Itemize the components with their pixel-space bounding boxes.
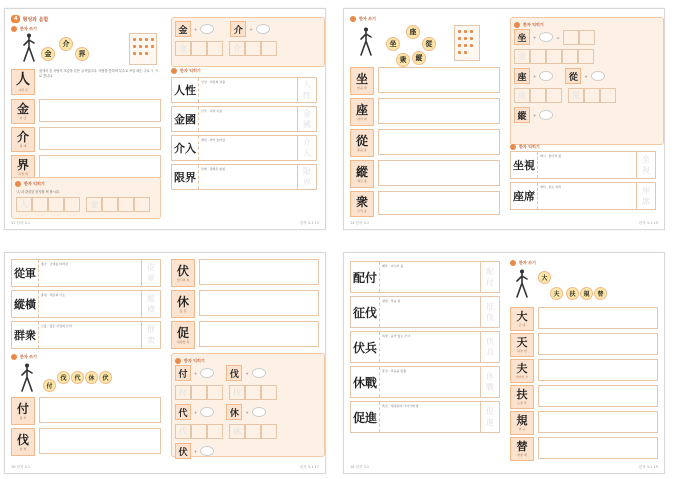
explanation-box [39, 99, 161, 122]
cluster-char: 座 [406, 25, 420, 39]
explanation-box [378, 67, 500, 93]
lesson-title [11, 15, 161, 23]
spread-2: 한자 쓰기 坐 座 從 縱 衆 坐 앉을 좌 座 자리 좌 從 좇을 종 縱 세로 종 衆 무리 중 한자 익히기 坐 + = 坐 座 + 從 + 座 從 縱 + 한자 익히기 坐視 좌시 · 앉아서 봄 坐 視 座席 좌석 · 앉는 자리 座 席 14 한자 3-1 한자 3-1 15 [343, 8, 665, 230]
page-footer-left: 12 한자 3-1 [11, 221, 31, 225]
character-cluster [510, 267, 658, 307]
stroke-order-diagram [454, 25, 480, 61]
char-row: 介 낄 개 [11, 127, 161, 152]
cluster-char: 規 [580, 287, 593, 300]
cluster-char: 休 [85, 371, 98, 384]
char-list [350, 67, 500, 217]
bullet-icon [11, 26, 17, 32]
page-footer-right: 한자 3-1 13 [299, 221, 319, 225]
eq-panel: 한자 익히기 坐 + = 坐 座 + 從 + 座 從 縱 + [510, 17, 664, 145]
eq-panel: 金 + 介 + 金 介 [171, 17, 325, 67]
word-row: 從軍 종군 · 군대를 따라감 從 軍 [11, 259, 161, 287]
word-list [11, 259, 161, 349]
lesson-title-text: 형성과 음합 [22, 16, 49, 23]
writing-cells[interactable]: 金 [86, 197, 150, 212]
explanation-box [378, 191, 500, 215]
eq-panel: 한자 익히기 付 + 伐 + 付 伐 代 + 休 + 代 休 伏 + [171, 353, 325, 457]
character-cluster [11, 33, 161, 67]
explanation-box [199, 259, 319, 285]
word-row: 配付 배부 · 나누어 줌 配 付 [350, 261, 500, 293]
cluster-char: 從 [422, 37, 436, 51]
char-list [171, 259, 319, 349]
cluster-char: 坐 [386, 37, 400, 51]
char-row: 衆 무리 중 [350, 191, 500, 217]
person-figure-icon [514, 269, 530, 299]
word-list: 한자 익히기 坐視 좌시 · 앉아서 봄 坐 視 座席 좌석 · 앉는 자리 座 席 [510, 143, 656, 213]
word-row: 縱橫 종횡 · 세로와 가로 縱 橫 [11, 290, 161, 318]
char-list [510, 307, 658, 461]
explanation-box [378, 98, 500, 124]
cluster-char: 衆 [396, 53, 410, 67]
explanation-box [39, 155, 161, 178]
word-list [171, 77, 317, 193]
char-list [11, 99, 161, 180]
section-label: 한자 쓰기 [350, 15, 500, 23]
char-row: 付 줄 부 [11, 397, 161, 425]
word-row: 限界 한계 · 정해진 범위 限 界 [171, 164, 317, 190]
lesson-number: 4 [11, 15, 20, 23]
word-row: 金國 금국 · 나라 이름 金 國 [171, 106, 317, 132]
char-row: 天 하늘 천 [510, 333, 658, 357]
explanation-box [199, 290, 319, 316]
person-figure-icon [358, 27, 374, 57]
person-figure-icon [21, 33, 37, 63]
cluster-char: 夫 [550, 287, 563, 300]
word-row: 座席 좌석 · 앉는 자리 座 席 [510, 182, 656, 210]
practice-panel: 한자 익히기 '人'과 관련된 한자를 써 봅시다. 人 金 [11, 177, 161, 219]
stroke-order-diagram [129, 33, 157, 65]
word-row: 群衆 군중 · 많은 사람의 무리 群 衆 [11, 321, 161, 349]
char-row: 促 재촉할 촉 [171, 321, 319, 349]
explanation-box [538, 437, 658, 459]
word-row: 人性 인성 · 사람의 성품 人 性 [171, 77, 317, 103]
explanation-box [538, 411, 658, 433]
cluster-char: 界 [75, 47, 89, 61]
char-row: 從 좇을 종 [350, 129, 500, 157]
intro-char-box: 人 사람 인 [11, 69, 35, 95]
char-row: 大 큰 대 [510, 307, 658, 331]
word-row: 休戰 휴전 · 싸움을 멈춤 休 戰 [350, 366, 500, 398]
explanation-box [378, 160, 500, 186]
char-row: 座 자리 좌 [350, 98, 500, 126]
cluster-char: 金 [41, 47, 55, 61]
char-row: 伏 엎드릴 복 [171, 259, 319, 287]
word-row: 征伐 정벌 · 적을 침 征 伐 [350, 296, 500, 328]
explanation-box [39, 397, 161, 423]
cluster-char: 代 [71, 371, 84, 384]
writing-cells[interactable]: 坐 [514, 49, 660, 64]
section-label: 한자 쓰기 [11, 25, 161, 33]
writing-cells[interactable]: 金 [175, 41, 223, 56]
char-row: 伐 칠 벌 [11, 428, 161, 456]
explanation-box [39, 127, 161, 150]
char-row: 坐 앉을 좌 [350, 67, 500, 95]
explanation-box [378, 129, 500, 155]
word-row: 坐視 좌시 · 앉아서 봄 坐 視 [510, 151, 656, 179]
word-row: 介入 개입 · 끼어 들어감 介 入 [171, 135, 317, 161]
cluster-char: 縱 [412, 51, 426, 65]
char-row: 替 바꿀 체 [510, 437, 658, 461]
cluster-char: 介 [59, 37, 73, 51]
word-row: 促進 촉진 · 재촉하여 나아가게 함 促 進 [350, 401, 500, 433]
person-figure-icon [19, 363, 35, 393]
spread-4: 配付 배부 · 나누어 줌 配 付 征伐 정벌 · 적을 침 征 伐 伏兵 복병 · 숨어 있는 군사 伏 兵 休戰 휴전 · 싸움을 멈춤 休 戰 促進 촉진 · 재촉하여 나아가게 함 促 進 한자 쓰기 大 夫 扶 規 替 大 큰 대 天 하늘 천 夫 지아비 부 扶 도울 부 規 법 규 替 바꿀 체 18 한자 3-1 한자 3-1 19 [343, 252, 665, 474]
cluster-char: 扶 [566, 287, 579, 300]
char-row: 縱 세로 종 [350, 160, 500, 188]
char-list [11, 397, 161, 456]
cluster-char: 替 [594, 287, 607, 300]
explanation-box [39, 428, 161, 454]
writing-cells[interactable]: 人 [16, 197, 80, 212]
char-row: 休 쉴 휴 [171, 290, 319, 318]
spread-1: 4 형성과 음합 한자 쓰기 金 介 界 人 사람 인 옆에서 본 사람의 모습을 본뜬 글자입니다. 사람을 뜻하며 부수로 쓰일 때는 주로 '亻'으로 씁니다. 金 쇠 금 介 낄 개 界 지경 계 한자 익히기 '人'과 관련된 한자를 써 봅시다. 人 金 金 + 介 + 金 介 한자 익히기 人性 인성 · 사람의 성품 人 性 金國 금국 · 나라 이름 金 國 介入 개입 · 끼어 들어감 介 入 限界 한계 · 정해진 범위 限 界 12 한자 3-1 한자 3-1 13 [4, 8, 326, 230]
char-row: 界 지경 계 [11, 155, 161, 180]
cluster-char: 大 [538, 271, 551, 284]
explanation-box [199, 321, 319, 347]
character-cluster [11, 361, 161, 397]
cluster-char: 伐 [57, 371, 70, 384]
explanation-box [538, 307, 658, 329]
intro-text: 옆에서 본 사람의 모습을 본뜬 글자입니다. 사람을 뜻하며 부수로 쓰일 때는 주로 '亻'으로 씁니다. [39, 69, 159, 78]
explanation-box [538, 385, 658, 407]
cluster-char: 伏 [99, 371, 112, 384]
explanation-box [538, 333, 658, 355]
word-row: 伏兵 복병 · 숨어 있는 군사 伏 兵 [350, 331, 500, 363]
character-cluster [350, 23, 500, 67]
writing-cells[interactable]: 介 [229, 41, 277, 56]
spread-3: 從軍 종군 · 군대를 따라감 從 軍 縱橫 종횡 · 세로와 가로 縱 橫 群衆 군중 · 많은 사람의 무리 群 衆 한자 쓰기 付 伐 代 休 伏 付 줄 부 伐 칠 벌 伏 엎드릴 복 休 쉴 휴 促 재촉할 촉 한자 익히기 付 + 伐 + 付 伐 代 + 休 + 代 休 伏 + 16 한자 3-1 한자 3-1 17 [4, 252, 326, 474]
explanation-box [538, 359, 658, 381]
cluster-char: 付 [43, 379, 56, 392]
char-row: 夫 지아비 부 [510, 359, 658, 383]
word-list [350, 261, 500, 433]
intro-block [11, 69, 161, 95]
char-row: 扶 도울 부 [510, 385, 658, 409]
char-row: 規 법 규 [510, 411, 658, 435]
char-row: 金 쇠 금 [11, 99, 161, 124]
